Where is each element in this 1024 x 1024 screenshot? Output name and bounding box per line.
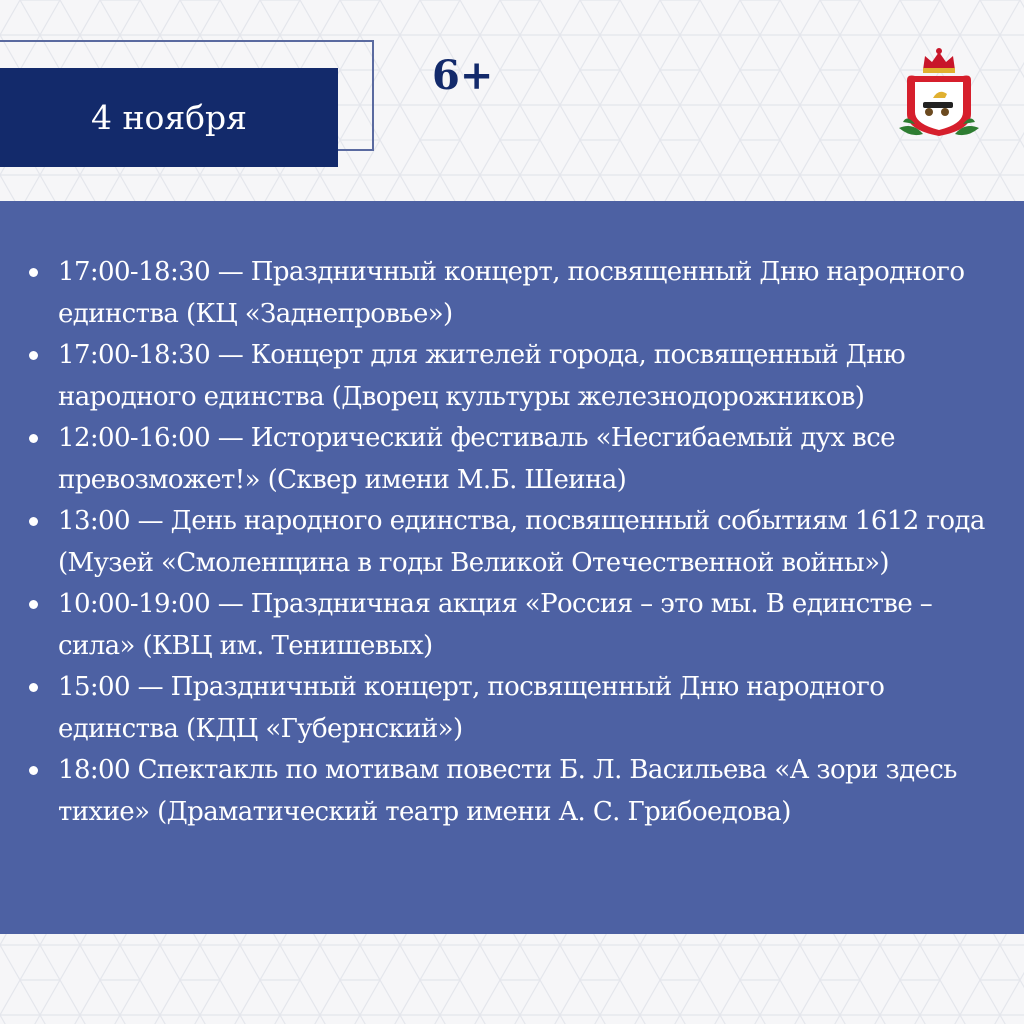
bullet-icon	[29, 766, 38, 775]
list-item	[26, 335, 1001, 418]
event-text: 17:00-18:30 — Концерт для жителей города, посвященный Дню народного единства (Дворец культуры железнодорожников)	[58, 340, 905, 412]
event-text: 10:00-19:00 — Праздничная акция «Россия – это мы. В единстве – сила» (КВЦ им. Тенишевых)	[58, 589, 933, 661]
date-banner	[0, 68, 338, 167]
event-text: 12:00-16:00 — Исторический фестиваль «Несгибаемый дух все превозможет!» (Сквер имени М.Б. Шеина)	[58, 423, 895, 495]
list-item	[26, 252, 1001, 335]
bullet-icon	[29, 600, 38, 609]
bullet-icon	[29, 434, 38, 443]
event-text: 17:00-18:30 — Праздничный концерт, посвященный Дню народного единства (КЦ «Заднепровье»)	[58, 257, 965, 329]
list-item	[26, 750, 1001, 833]
list-item	[26, 501, 1001, 584]
events-list	[26, 252, 1001, 833]
event-text: 13:00 — День народного единства, посвященный событиям 1612 года (Музей «Смоленщина в годы Великой Отечественной войны»)	[58, 506, 985, 578]
bullet-icon	[29, 517, 38, 526]
list-item	[26, 418, 1001, 501]
age-rating: 6+	[432, 52, 494, 99]
date-label: 4 ноября	[91, 98, 247, 137]
event-text: 15:00 — Праздничный концерт, посвященный Дню народного единства (КДЦ «Губернский»)	[58, 672, 885, 744]
bullet-icon	[29, 351, 38, 360]
event-text: 18:00 Спектакль по мотивам повести Б. Л. Васильева «А зори здесь тихие» (Драматический театр имени А. С. Грибоедова)	[58, 755, 957, 827]
bullet-icon	[29, 683, 38, 692]
coat-of-arms-icon	[893, 44, 985, 142]
list-item	[26, 584, 1001, 667]
bullet-icon	[29, 268, 38, 277]
list-item	[26, 667, 1001, 750]
